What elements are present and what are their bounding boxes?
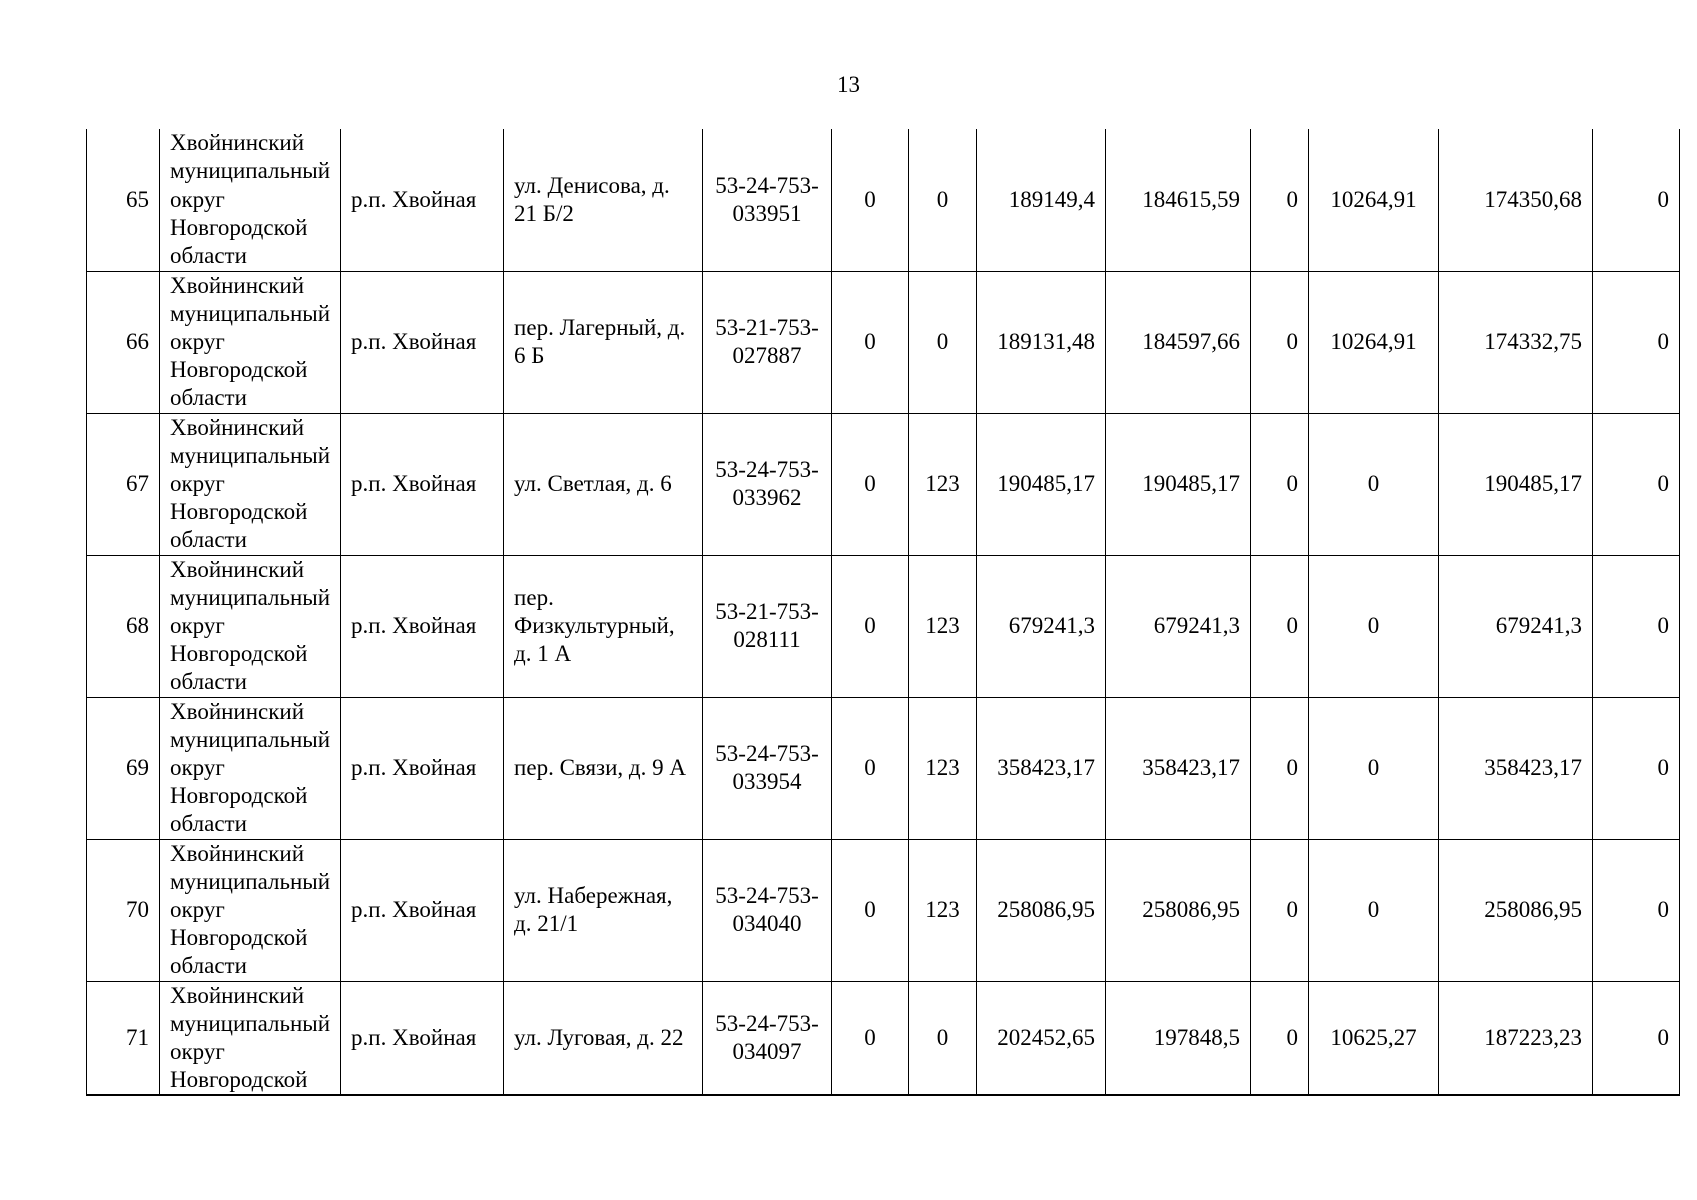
row-number-cell: 65 — [87, 129, 160, 271]
value-col-7-cell: 258086,95 — [1439, 839, 1593, 981]
value-col-5-cell: 0 — [1251, 555, 1309, 697]
value-col-4-cell: 258086,95 — [1106, 839, 1251, 981]
cadastral-code-cell: 53-24-753-033962 — [703, 413, 832, 555]
row-number-cell: 69 — [87, 697, 160, 839]
locality-cell: р.п. Хвойная — [341, 839, 504, 981]
municipality-cell: Хвойнинский муниципальный округ Новгородской области — [160, 697, 341, 839]
table-row — [87, 839, 1680, 981]
cadastral-code-cell: 53-24-753-034040 — [703, 839, 832, 981]
value-col-7-cell: 679241,3 — [1439, 555, 1593, 697]
value-col-2-cell: 123 — [909, 555, 977, 697]
value-col-3-cell: 358423,17 — [977, 697, 1106, 839]
cadastral-code-cell: 53-21-753-027887 — [703, 271, 832, 413]
municipality-cell: Хвойнинский муниципальный округ Новгородской — [160, 981, 341, 1095]
value-col-7-cell: 358423,17 — [1439, 697, 1593, 839]
cadastral-code-cell: 53-24-753-034097 — [703, 981, 832, 1095]
row-number-cell: 68 — [87, 555, 160, 697]
value-col-8-cell: 0 — [1593, 271, 1680, 413]
municipality-cell: Хвойнинский муниципальный округ Новгородской области — [160, 129, 341, 271]
value-col-8-cell: 0 — [1593, 129, 1680, 271]
locality-cell: р.п. Хвойная — [341, 271, 504, 413]
table-row — [87, 555, 1680, 697]
value-col-8-cell: 0 — [1593, 413, 1680, 555]
value-col-6-cell: 0 — [1309, 839, 1439, 981]
value-col-1-cell: 0 — [832, 697, 909, 839]
value-col-3-cell: 202452,65 — [977, 981, 1106, 1095]
value-col-1-cell: 0 — [832, 271, 909, 413]
table-row — [87, 271, 1680, 413]
value-col-4-cell: 190485,17 — [1106, 413, 1251, 555]
row-number-cell: 67 — [87, 413, 160, 555]
value-col-8-cell: 0 — [1593, 555, 1680, 697]
value-col-2-cell: 123 — [909, 413, 977, 555]
value-col-5-cell: 0 — [1251, 839, 1309, 981]
row-number-cell: 71 — [87, 981, 160, 1095]
value-col-4-cell: 184615,59 — [1106, 129, 1251, 271]
value-col-8-cell: 0 — [1593, 981, 1680, 1095]
row-number-cell: 70 — [87, 839, 160, 981]
cadastral-code-cell: 53-24-753-033954 — [703, 697, 832, 839]
table-row — [87, 129, 1680, 271]
value-col-1-cell: 0 — [832, 555, 909, 697]
value-col-6-cell: 0 — [1309, 413, 1439, 555]
value-col-4-cell: 197848,5 — [1106, 981, 1251, 1095]
value-col-8-cell: 0 — [1593, 839, 1680, 981]
address-cell: ул. Луговая, д. 22 — [504, 981, 703, 1095]
table-row — [87, 981, 1680, 1095]
value-col-2-cell: 123 — [909, 839, 977, 981]
value-col-1-cell: 0 — [832, 839, 909, 981]
page-number: 13 — [837, 72, 860, 97]
value-col-7-cell: 174350,68 — [1439, 129, 1593, 271]
municipality-cell: Хвойнинский муниципальный округ Новгородской области — [160, 271, 341, 413]
value-col-5-cell: 0 — [1251, 271, 1309, 413]
value-col-2-cell: 0 — [909, 271, 977, 413]
value-col-6-cell: 10264,91 — [1309, 129, 1439, 271]
row-number-cell: 66 — [87, 271, 160, 413]
municipality-cell: Хвойнинский муниципальный округ Новгородской области — [160, 555, 341, 697]
address-cell: ул. Светлая, д. 6 — [504, 413, 703, 555]
locality-cell: р.п. Хвойная — [341, 555, 504, 697]
value-col-1-cell: 0 — [832, 129, 909, 271]
value-col-2-cell: 123 — [909, 697, 977, 839]
address-cell: пер. Физкультурный, д. 1 А — [504, 555, 703, 697]
value-col-3-cell: 258086,95 — [977, 839, 1106, 981]
locality-cell: р.п. Хвойная — [341, 697, 504, 839]
table-row — [87, 697, 1680, 839]
value-col-4-cell: 358423,17 — [1106, 697, 1251, 839]
address-cell: ул. Набережная, д. 21/1 — [504, 839, 703, 981]
value-col-3-cell: 190485,17 — [977, 413, 1106, 555]
municipality-cell: Хвойнинский муниципальный округ Новгородской области — [160, 839, 341, 981]
value-col-4-cell: 184597,66 — [1106, 271, 1251, 413]
locality-cell: р.п. Хвойная — [341, 413, 504, 555]
value-col-7-cell: 174332,75 — [1439, 271, 1593, 413]
value-col-2-cell: 0 — [909, 129, 977, 271]
table-row — [87, 413, 1680, 555]
locality-cell: р.п. Хвойная — [341, 129, 504, 271]
value-col-3-cell: 189131,48 — [977, 271, 1106, 413]
locality-cell: р.п. Хвойная — [341, 981, 504, 1095]
municipality-cell: Хвойнинский муниципальный округ Новгородской области — [160, 413, 341, 555]
value-col-6-cell: 10625,27 — [1309, 981, 1439, 1095]
cadastral-code-cell: 53-24-753-033951 — [703, 129, 832, 271]
value-col-2-cell: 0 — [909, 981, 977, 1095]
value-col-4-cell: 679241,3 — [1106, 555, 1251, 697]
value-col-6-cell: 0 — [1309, 555, 1439, 697]
cadastral-code-cell: 53-21-753-028111 — [703, 555, 832, 697]
value-col-7-cell: 190485,17 — [1439, 413, 1593, 555]
value-col-5-cell: 0 — [1251, 413, 1309, 555]
value-col-5-cell: 0 — [1251, 981, 1309, 1095]
value-col-5-cell: 0 — [1251, 697, 1309, 839]
value-col-3-cell: 679241,3 — [977, 555, 1106, 697]
value-col-1-cell: 0 — [832, 981, 909, 1095]
value-col-6-cell: 10264,91 — [1309, 271, 1439, 413]
table-body — [87, 129, 1680, 1095]
registry-table — [86, 129, 1680, 1096]
address-cell: пер. Связи, д. 9 А — [504, 697, 703, 839]
value-col-6-cell: 0 — [1309, 697, 1439, 839]
value-col-3-cell: 189149,4 — [977, 129, 1106, 271]
address-cell: ул. Денисова, д. 21 Б/2 — [504, 129, 703, 271]
value-col-5-cell: 0 — [1251, 129, 1309, 271]
value-col-7-cell: 187223,23 — [1439, 981, 1593, 1095]
value-col-1-cell: 0 — [832, 413, 909, 555]
value-col-8-cell: 0 — [1593, 697, 1680, 839]
address-cell: пер. Лагерный, д. 6 Б — [504, 271, 703, 413]
